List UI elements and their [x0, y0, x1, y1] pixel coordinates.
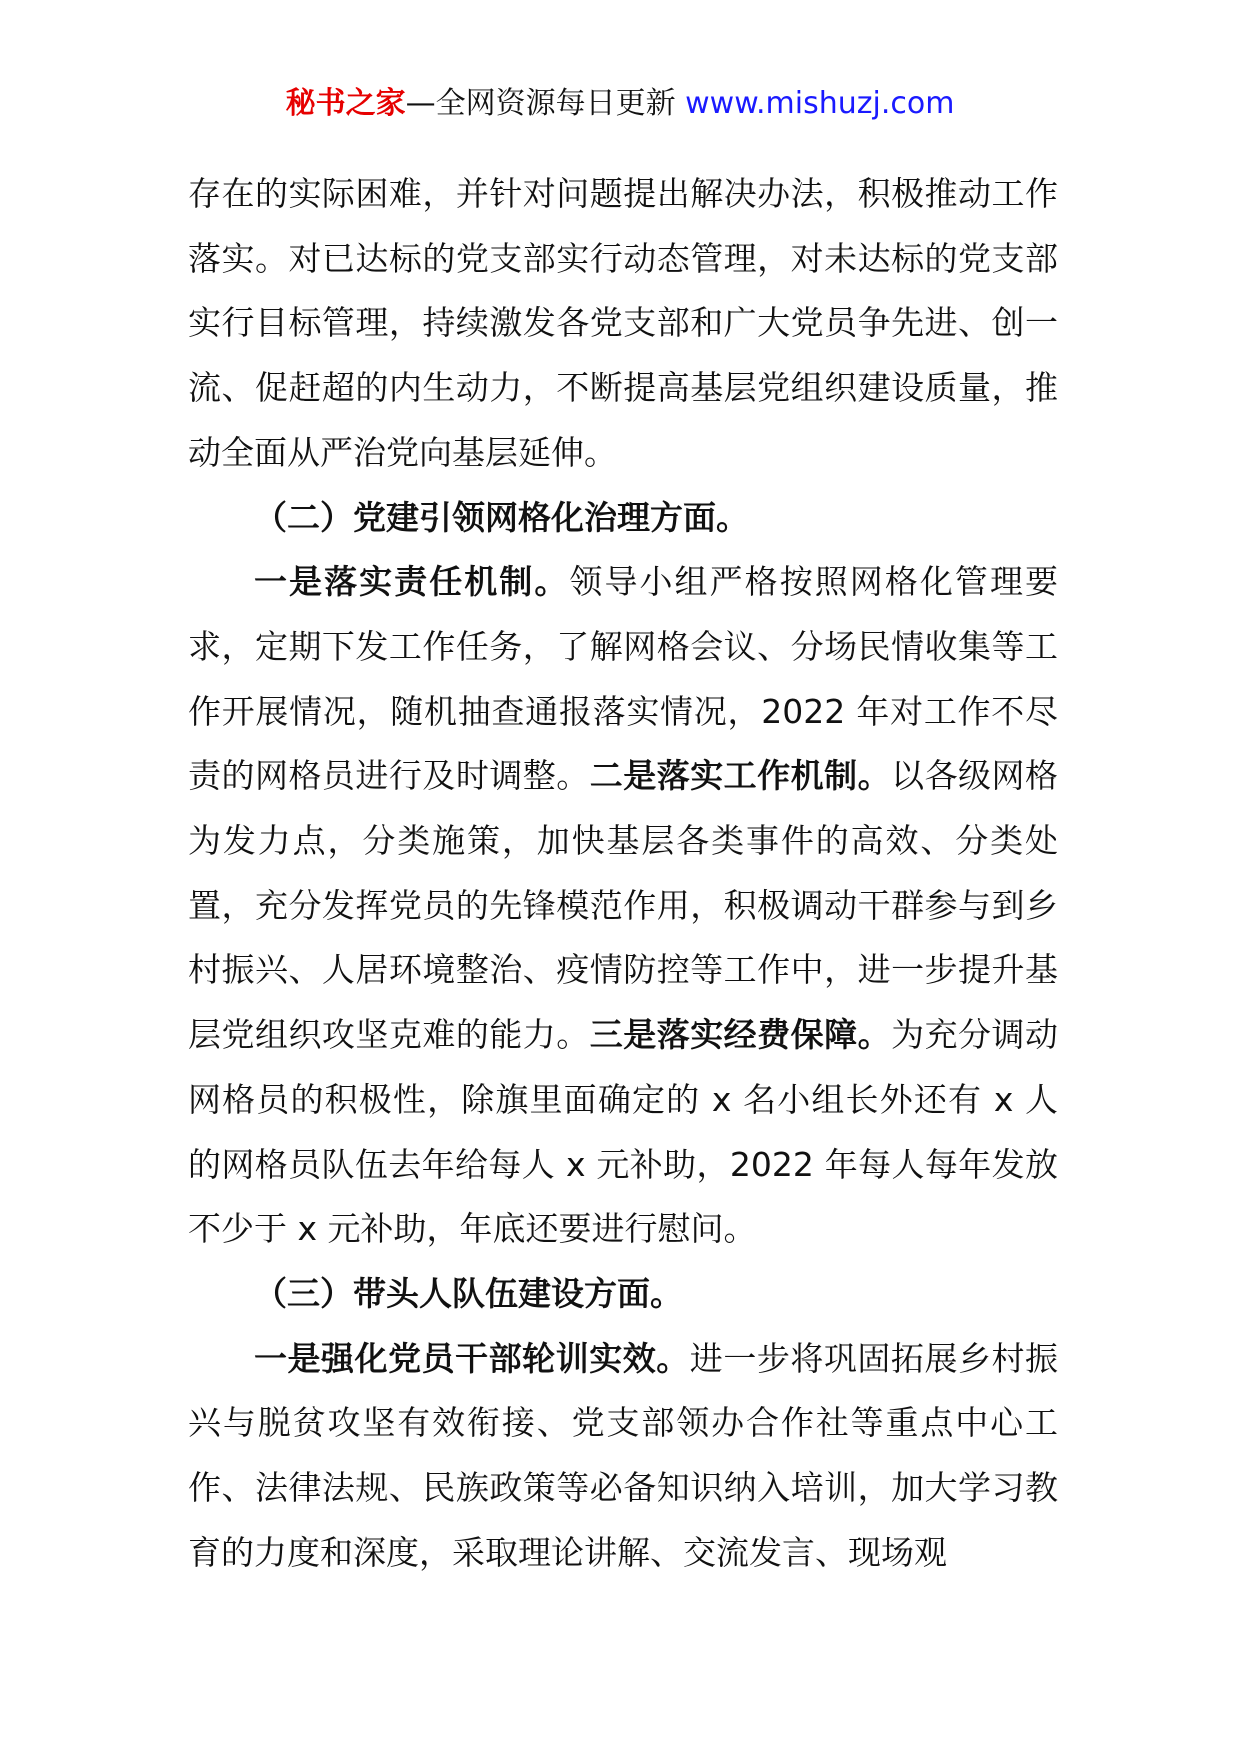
- header-url-link[interactable]: www.mishuzj.com: [685, 86, 955, 121]
- lead-training-effectiveness: 一是强化党员干部轮训实效。: [254, 1338, 690, 1378]
- lead-work-mechanism: 二是落实工作机制。: [589, 756, 892, 796]
- text-responsibility-mechanism: 领导小组严格按照网格化管理要求，定期下发工作任务，了解网格会议、分场民情收集等工作开展情况，随机抽查通报落实情况，2022 年对工作不尽责的网格员进行及时调整。: [188, 562, 1059, 796]
- section-heading-2: （二）党建引领网格化治理方面。: [254, 497, 749, 537]
- lead-responsibility-mechanism: 一是落实责任机制。: [254, 562, 570, 602]
- text-training-effectiveness: 进一步将巩固拓展乡村振兴与脱贫攻坚有效衔接、党支部领办合作社等重点中心工作、法律法规、民族政策等必备知识纳入培训，加大学习教育的力度和深度，采取理论讲解、交流发言、现场观: [188, 1338, 1059, 1572]
- page-header: [0, 84, 1240, 124]
- lead-funding-guarantee: 三是落实经费保障。: [589, 1015, 892, 1055]
- header-tagline: —全网资源每日更新: [405, 86, 686, 121]
- paragraph-continued: 存在的实际困难，并针对问题提出解决办法，积极推动工作落实。对已达标的党支部实行动态管理，对未达标的党支部实行目标管理，持续激发各党支部和广大党员争先进、创一流、促赶超的内生动力，不断提高基层党组织建设质量，推动全面从严治党向基层延伸。: [188, 174, 1058, 472]
- header-brand: 秘书之家: [285, 86, 406, 121]
- paragraph-leader-team: [188, 1327, 1058, 1586]
- paragraph-grid-governance: [188, 550, 1058, 1262]
- document-body: [188, 162, 1058, 1585]
- section-heading-3: （三）带头人队伍建设方面。: [254, 1273, 683, 1313]
- text-work-mechanism: 以各级网格为发力点，分类施策，加快基层各类事件的高效、分类处置，充分发挥党员的先锋模范作用，积极调动干群参与到乡村振兴、人居环境整治、疫情防控等工作中，进一步提升基层党组织攻坚克难的能力。: [188, 756, 1059, 1055]
- text-funding-guarantee: 为充分调动网格员的积极性，除旗里面确定的 x 名小组长外还有 x 人的网格员队伍去年给每人 x 元补助，2022 年每人每年发放不少于 x 元补助，年底还要进行慰问。: [188, 1015, 1059, 1249]
